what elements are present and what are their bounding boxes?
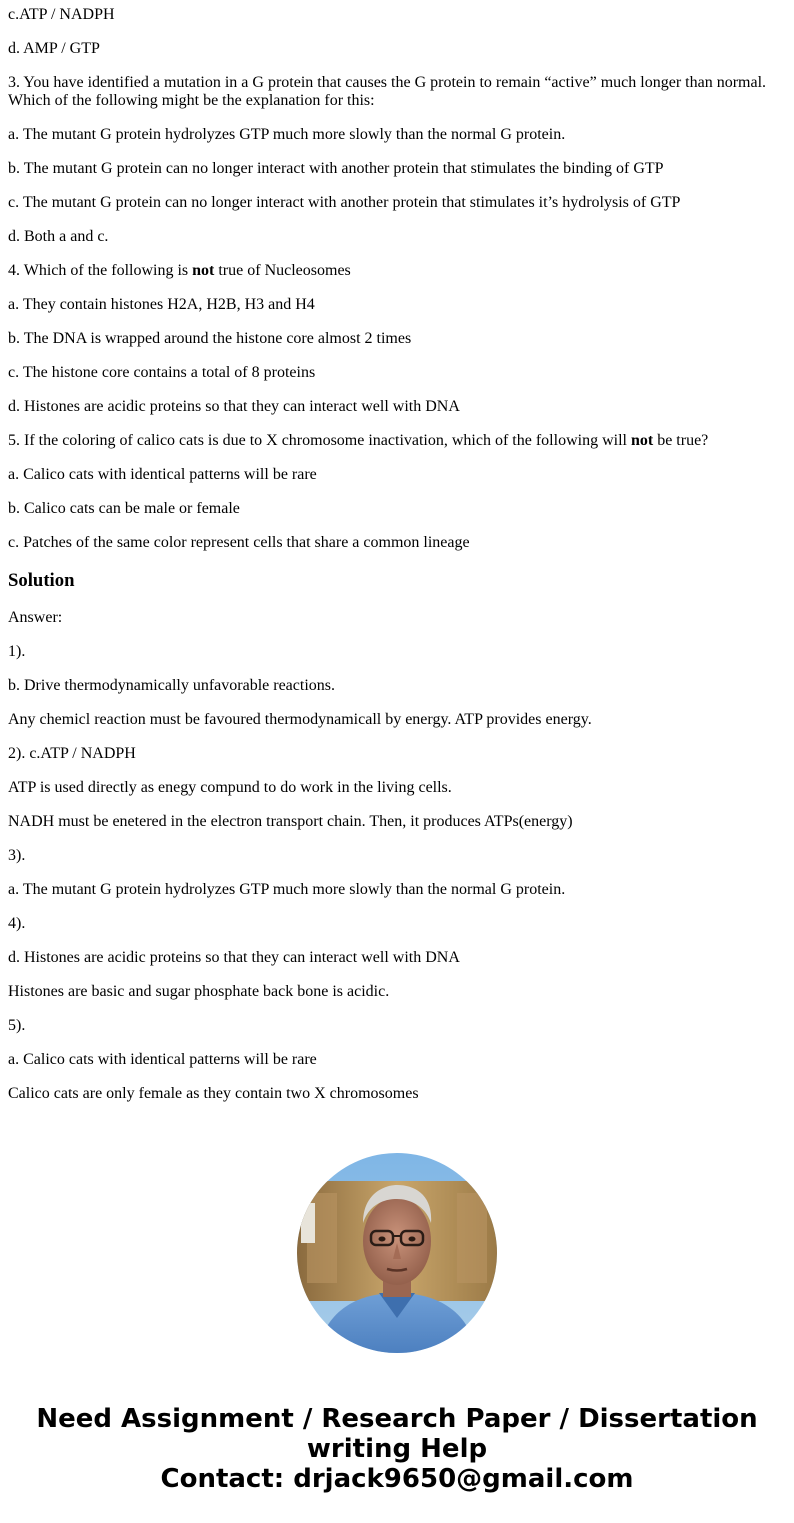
solution-line: a. Calico cats with identical patterns will be rare	[8, 1051, 317, 1068]
solution-line: b. Drive thermodynamically unfavorable reactions.	[8, 677, 335, 694]
question-4	[8, 262, 786, 280]
solution-line: ATP is used directly as enegy compund to do work in the living cells.	[8, 779, 452, 796]
solution-line: Histones are basic and sugar phosphate back bone is acidic.	[8, 983, 390, 1000]
option-d-previous: d. AMP / GTP	[8, 40, 100, 57]
footer-contact-line: Contact: drjack9650@gmail.com	[160, 1464, 634, 1494]
question-5	[8, 432, 786, 450]
question-5-suffix: be true?	[653, 432, 709, 449]
question-4-bold: not	[192, 262, 215, 279]
question-5-prefix: 5. If the coloring of calico cats is due to X chromosome inactivation, which of the following will	[8, 432, 631, 449]
question-5-option-a: a. Calico cats with identical patterns will be rare	[8, 466, 317, 483]
solution-heading: Solution	[8, 570, 75, 591]
solution-line: 2). c.ATP / NADPH	[8, 745, 136, 762]
solution-line: Any chemicl reaction must be favoured thermodynamicall by energy. ATP provides energy.	[8, 711, 592, 728]
question-4-prefix: 4. Which of the following is	[8, 262, 193, 279]
question-4-suffix: true of Nucleosomes	[214, 262, 351, 279]
question-3: 3. You have identified a mutation in a G protein that causes the G protein to remain “active” much longer than normal. Which of the following might be the explanation for this:	[8, 74, 767, 109]
author-photo	[297, 1153, 497, 1353]
solution-line: Answer:	[8, 609, 63, 626]
solution-line: 5).	[8, 1017, 26, 1034]
solution-line: 4).	[8, 915, 26, 932]
question-3-option-b: b. The mutant G protein can no longer interact with another protein that stimulates the binding of GTP	[8, 160, 664, 177]
option-c-previous: c.ATP / NADPH	[8, 6, 115, 23]
question-4-option-c: c. The histone core contains a total of 8 proteins	[8, 364, 316, 381]
question-4-option-a: a. They contain histones H2A, H2B, H3 and H4	[8, 296, 315, 313]
solution-line: 1).	[8, 643, 26, 660]
question-4-option-b: b. The DNA is wrapped around the histone core almost 2 times	[8, 330, 412, 347]
solution-line: Calico cats are only female as they contain two X chromosomes	[8, 1085, 419, 1102]
solution-line: a. The mutant G protein hydrolyzes GTP much more slowly than the normal G protein.	[8, 881, 566, 898]
question-5-bold: not	[630, 432, 654, 449]
author-avatar	[297, 1153, 497, 1353]
contact-footer	[0, 1404, 794, 1494]
question-3-option-d: d. Both a and c.	[8, 228, 109, 245]
document-body	[8, 0, 786, 1103]
solution-line: 3).	[8, 847, 26, 864]
question-4-option-d: d. Histones are acidic proteins so that they can interact well with DNA	[8, 398, 460, 415]
question-5-option-c: c. Patches of the same color represent cells that share a common lineage	[8, 534, 470, 551]
solution-line: d. Histones are acidic proteins so that they can interact well with DNA	[8, 949, 460, 966]
footer-line-2: writing Help	[306, 1434, 488, 1464]
solution-line: NADH must be enetered in the electron transport chain. Then, it produces ATPs(energy)	[8, 813, 573, 830]
question-3-option-a: a. The mutant G protein hydrolyzes GTP much more slowly than the normal G protein.	[8, 126, 566, 143]
question-3-option-c: c. The mutant G protein can no longer interact with another protein that stimulates it’s hydrolysis of GTP	[8, 194, 681, 211]
footer-line-1: Need Assignment / Research Paper / Dissertation	[36, 1404, 758, 1434]
question-5-option-b: b. Calico cats can be male or female	[8, 500, 240, 517]
